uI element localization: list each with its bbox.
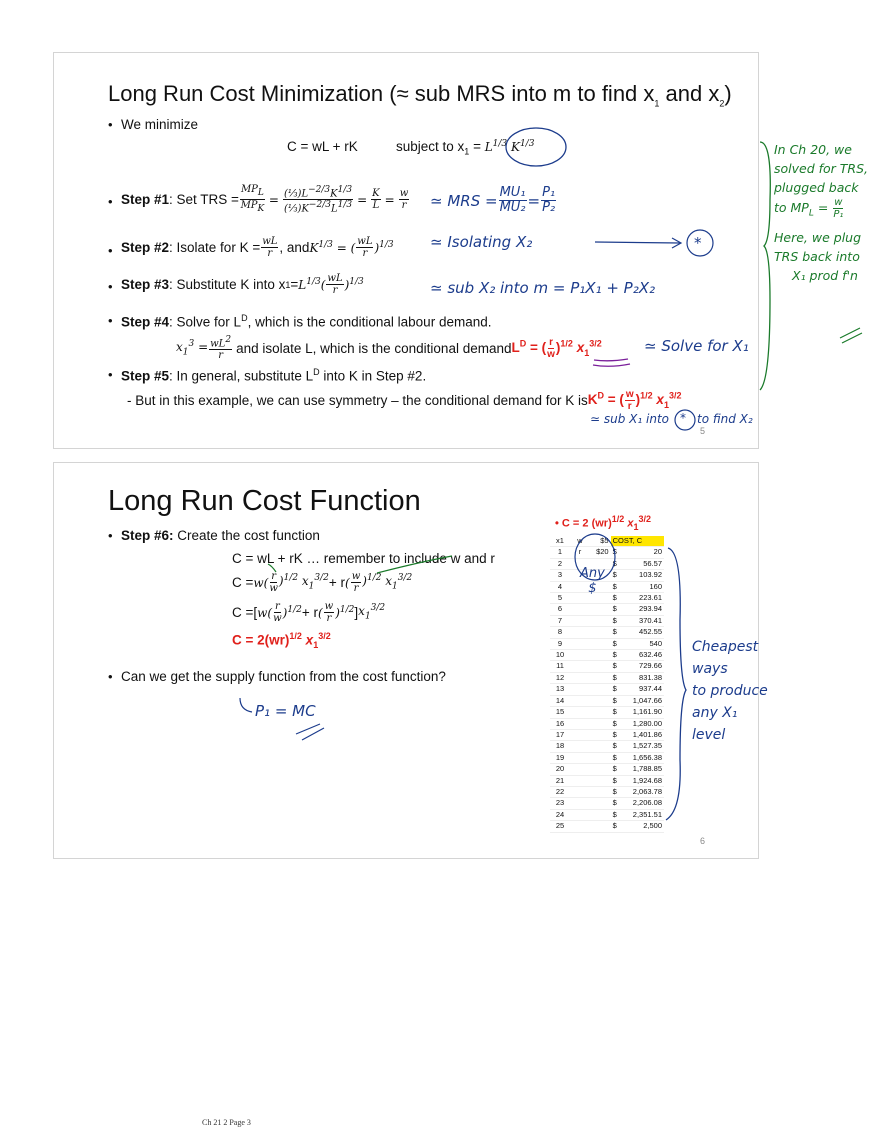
x1-cell: 4 xyxy=(550,581,570,592)
cost-header: COST, C xyxy=(611,536,664,547)
currency-cell: $ xyxy=(611,661,623,672)
currency-cell: $ xyxy=(611,775,623,786)
note-any: Any $ xyxy=(580,566,605,596)
page-number: 5 xyxy=(700,426,706,436)
cost-cell: 160 xyxy=(623,581,664,592)
r-value: $20 xyxy=(590,547,611,558)
green-arrow xyxy=(377,556,452,573)
circle-k-mark xyxy=(506,128,566,166)
cost-cell: 370.41 xyxy=(623,615,664,626)
cost-cell: 2,500 xyxy=(623,821,664,832)
x1-cell: 2 xyxy=(550,558,570,569)
x1-cell: 11 xyxy=(550,661,570,672)
currency-cell: $ xyxy=(611,627,623,638)
note-to-find: to find X₂ xyxy=(697,412,753,426)
currency-cell: $ xyxy=(611,672,623,683)
underline-mark xyxy=(594,359,628,361)
note-isolating: ≃ Isolating X₂ xyxy=(430,233,533,251)
bullet: • xyxy=(108,313,113,328)
currency-cell: $ xyxy=(611,809,623,820)
x1-cell: 21 xyxy=(550,775,570,786)
r-label: r xyxy=(570,547,590,558)
x1-cell: 3 xyxy=(550,570,570,581)
cost-line-2: C = w( $\frac{r}{w}$ )$^{1/2}$ $x_1^{3/2}$ + r ( $\frac{w}{r}$ )$^{1/2}$ $x_1^{3/2}$ xyxy=(232,571,413,594)
x1-cell: 5 xyxy=(550,593,570,604)
hook-arrow xyxy=(240,698,252,712)
page-number: 6 xyxy=(700,836,706,846)
note-mrs: ≃ MRS = $\frac{\text{MU₁}}{\text{MU₂}}$ = $\frac{\text{P₁}}{\text{P₂}}$ xyxy=(430,185,556,215)
x1-cell: 19 xyxy=(550,752,570,763)
cost-cell: 1,788.85 xyxy=(623,764,664,775)
cost-cell: 223.61 xyxy=(623,593,664,604)
w-value: $5 xyxy=(590,536,611,547)
capital-demand: $K^D$ = ( $\frac{w}{r}$ )$^{1/2}$ $x_1^{3/2}$ xyxy=(587,389,682,412)
bullet: • xyxy=(108,117,113,132)
cost-cell: 293.94 xyxy=(623,604,664,615)
currency-cell: $ xyxy=(611,786,623,797)
x1-cell: 16 xyxy=(550,718,570,729)
cost-cell: 1,280.00 xyxy=(623,718,664,729)
x1-cell: 8 xyxy=(550,627,570,638)
cost-cell: 1,924.68 xyxy=(623,775,664,786)
x1-cell: 13 xyxy=(550,684,570,695)
arrow-line xyxy=(595,242,680,243)
currency-cell: $ xyxy=(611,570,623,581)
double-slash xyxy=(296,724,324,740)
cost-cell: 20 xyxy=(623,547,664,558)
currency-cell: $ xyxy=(611,707,623,718)
cost-cell: 1,161.90 xyxy=(623,707,664,718)
supply-question: Can we get the supply function from the cost function? xyxy=(121,669,446,684)
x1-cell: 25 xyxy=(550,821,570,832)
x1-header: x1 xyxy=(550,536,570,547)
step-5-note: - But in this example, we can use symmetry – the conditional demand for K is $K^D$ = ( $\frac{w}{r}$ )$^{1/2}$ $x_1^{3/2}$ xyxy=(127,389,682,412)
cost-cell: 831.38 xyxy=(623,672,664,683)
cost-cell: 937.44 xyxy=(623,684,664,695)
cost-cell: 729.66 xyxy=(623,661,664,672)
currency-cell: $ xyxy=(611,547,623,558)
page-footer: Ch 21 2 Page 3 xyxy=(202,1118,251,1127)
bullet: • xyxy=(108,367,113,382)
note-sub-x2: ≃ sub X₂ into m = P₁X₁ + P₂X₂ xyxy=(430,279,656,297)
currency-cell: $ xyxy=(611,752,623,763)
bullet: • xyxy=(108,243,113,258)
bullet: • xyxy=(108,669,113,684)
currency-cell: $ xyxy=(611,729,623,740)
currency-cell: $ xyxy=(611,684,623,695)
slide-title: Long Run Cost Function xyxy=(108,485,421,517)
currency-cell: $ xyxy=(611,821,623,832)
w-label: w xyxy=(570,536,590,547)
note-sub-x1: ≃ sub X₁ into xyxy=(590,412,669,426)
blue-brace xyxy=(666,548,686,820)
cost-cell: 2,351.51 xyxy=(623,809,664,820)
cost-function-result: C = 2(wr)$^{1/2}$ $x_1^{3/2}$ xyxy=(232,631,331,651)
step-5: Step #5: In general, substitute $L^D$ into K in Step #2. xyxy=(121,367,427,384)
step-2: Step #2 : Isolate for K = $\frac{wL}{r}$ , and $K^{1/3}$ = ( $\frac{wL}{r}$ )$^{1/3}$ xyxy=(121,236,394,259)
objective-function: C = wL + rK xyxy=(287,139,358,154)
double-slash-green xyxy=(840,328,862,343)
x1-cell: 17 xyxy=(550,729,570,740)
x1-cell: 12 xyxy=(550,672,570,683)
x1-cell: 7 xyxy=(550,615,570,626)
step-4-equation: $x_1^3$ = $\frac{wL^2}{r}$ and isolate L, which is the conditional demand $L^D$ = ( $\frac{r}{w}$ )$^{1/2}$ $x_1^{3/2}$ xyxy=(176,335,602,362)
cost-cell: 2,206.08 xyxy=(623,798,664,809)
currency-cell: $ xyxy=(611,695,623,706)
currency-cell: $ xyxy=(611,764,623,775)
currency-cell: $ xyxy=(611,604,623,615)
note-star: * xyxy=(694,234,702,252)
note-star-2: * xyxy=(680,411,686,425)
labour-demand: $L^D$ = ( $\frac{r}{w}$ )$^{1/2}$ $x_1^{3/2}$ xyxy=(511,336,602,360)
note-solve-x1: ≃ Solve for X₁ xyxy=(644,337,749,355)
green-arrow xyxy=(268,564,276,572)
currency-cell: $ xyxy=(611,593,623,604)
constraint: subject to $x_1 = L^{1/3}$ $K^{1/3}$ xyxy=(396,139,535,157)
note-p-mc: P₁ = MC xyxy=(255,702,316,720)
bullet-minimize: We minimize xyxy=(121,117,199,132)
currency-cell: $ xyxy=(611,650,623,661)
currency-cell: $ xyxy=(611,615,623,626)
x1-cell: 23 xyxy=(550,798,570,809)
cost-cell: 1,401.86 xyxy=(623,729,664,740)
x1-cell: 18 xyxy=(550,741,570,752)
cost-line-1: C = wL + rK … remember to include w and r xyxy=(232,551,495,566)
step-3: Step #3 : Substitute K into x 1 = $L^{1/3}$( $\frac{wL}{r}$ )$^{1/3}$ xyxy=(121,273,364,296)
step-6: Step #6: Create the cost function xyxy=(121,528,320,543)
cost-cell: 632.46 xyxy=(623,650,664,661)
cost-cell: 103.92 xyxy=(623,570,664,581)
currency-cell: $ xyxy=(611,718,623,729)
cost-cell: 540 xyxy=(623,638,664,649)
currency-cell: $ xyxy=(611,558,623,569)
slide-title: Long Run Cost Minimization (≈ sub MRS into m to find $x_1$ and $x_2$) xyxy=(108,81,732,109)
cost-cell: 1,047.66 xyxy=(623,695,664,706)
note-cheapest: Cheapest ways to produce any X₁ level xyxy=(692,639,768,743)
cost-cell: 452.55 xyxy=(623,627,664,638)
cost-line-3: C =[ w( $\frac{r}{w}$ )$^{1/2}$ + r ( $\frac{w}{r}$ )$^{1/2}$ ] $x_1^{3/2}$ xyxy=(232,601,386,624)
x1-cell: 14 xyxy=(550,695,570,706)
green-brace xyxy=(760,142,770,390)
table-formula: • C = 2 (wr)$^{1/2}$ $x_1^{3/2}$ xyxy=(555,514,651,532)
currency-cell: $ xyxy=(611,741,623,752)
underline-mark xyxy=(593,364,630,366)
x1-cell: 20 xyxy=(550,764,570,775)
currency-cell: $ xyxy=(611,798,623,809)
green-note: In Ch 20, we solved for TRS, plugged back to $MP_L$ = $\frac{w}{\text{P₁}}$ Here, we plug TRS back into X₁ prod f'n xyxy=(774,142,869,283)
x1-cell: 6 xyxy=(550,604,570,615)
bullet: • xyxy=(108,194,113,209)
bullet: • xyxy=(108,279,113,294)
cost-cell: 56.57 xyxy=(623,558,664,569)
currency-cell: $ xyxy=(611,581,623,592)
x1-cell: 9 xyxy=(550,638,570,649)
bullet: • xyxy=(108,528,113,543)
cost-cell: 1,527.35 xyxy=(623,741,664,752)
cost-cell: 1,656.38 xyxy=(623,752,664,763)
x1-cell: 24 xyxy=(550,809,570,820)
x1-cell: 22 xyxy=(550,786,570,797)
x1-cell: 15 xyxy=(550,707,570,718)
x1-cell: 1 xyxy=(550,547,570,558)
cost-cell: 2,063.78 xyxy=(623,786,664,797)
x1-cell: 10 xyxy=(550,650,570,661)
step-1: Step #1 : Set TRS = $\frac{MP_L}{MP_K}$ = $\frac{(\frac{1}{3})L^{-2/3}K^{1/3}}{(\frac{1}{3})K^{-2/3}L^{1/3}}$ = $\frac{K}{L}$ = $\frac{w}{r}$ xyxy=(121,184,409,215)
currency-cell: $ xyxy=(611,638,623,649)
step-4: Step #4: Solve for $L^D$, which is the conditional labour demand. xyxy=(121,313,492,330)
